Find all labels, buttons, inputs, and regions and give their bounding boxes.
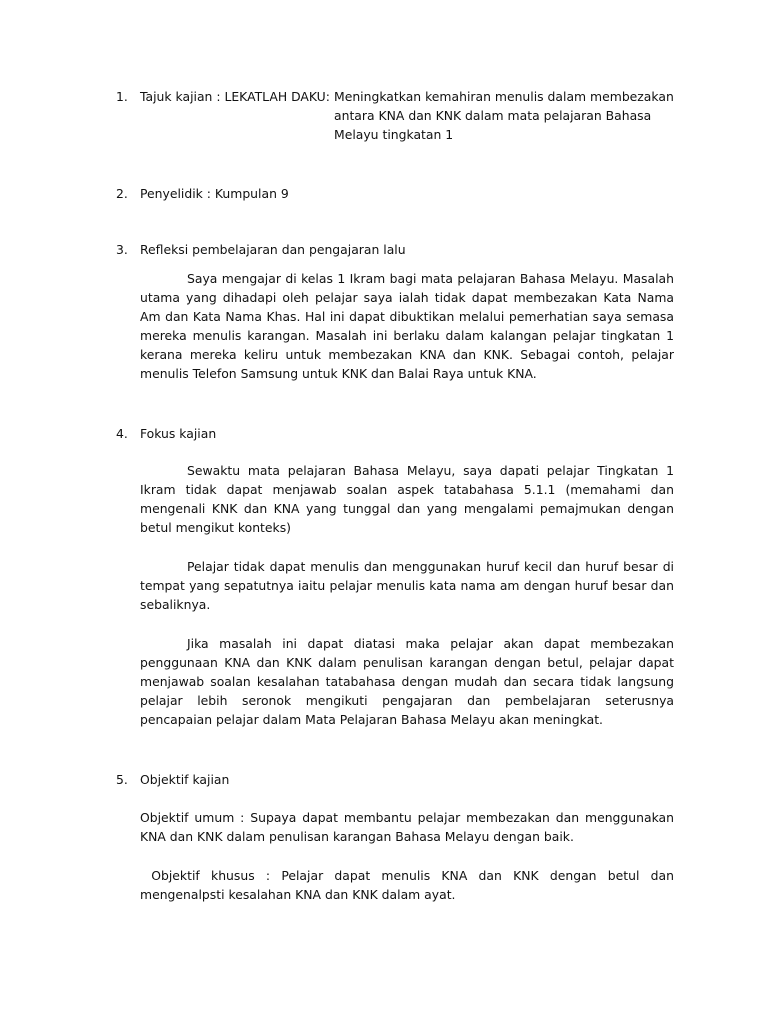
title-block [140,87,680,144]
section-number: 2. [116,186,128,201]
title-line: Meningkatkan kemahiran menulis dalam membezakan [334,89,674,104]
title-label: Tajuk kajian : LEKATLAH DAKU: [140,89,330,104]
section-heading: Objektif kajian [140,772,230,787]
paragraph-objektif-umum: Objektif umum : Supaya dapat membantu pelajar membezakan dan menggunakan KNA dan KNK dalam penulisan karangan Bahasa Melayu dengan baik. [140,810,674,844]
paragraph: Sewaktu mata pelajaran Bahasa Melayu, saya dapati pelajar Tingkatan 1 Ikram tidak dapat menjawab soalan aspek tatabahasa 5.1.1 (memahami dan mengenali KNK dan KNA yang tunggal dan yang mengalami pemajmukan dengan betul mengikut konteks) [140,463,674,535]
title-line: Melayu tingkatan 1 [334,127,454,142]
section-number: 4. [116,426,128,441]
section-number: 3. [116,242,128,257]
paragraph: Saya mengajar di kelas 1 Ikram bagi mata pelajaran Bahasa Melayu. Masalah utama yang dihadapi oleh pelajar saya ialah tidak dapat membezakan Kata Nama Am dan Kata Nama Khas. Hal ini dapat dibuktikan melalui pemerhatian saya semasa mereka menulis karangan. Masalah ini berlaku dalam kalangan pelajar tingkatan 1 kerana mereka keliru untuk membezakan KNA dan KNK. Sebagai contoh, pelajar menulis Telefon Samsung untuk KNK dan Balai Raya untuk KNA. [140,271,674,381]
paragraph: Jika masalah ini dapat diatasi maka pelajar akan dapat membezakan penggunaan KNA dan KNK dalam penulisan karangan dengan betul, pelajar dapat menjawab soalan kesalahan tatabahasa dengan mudah dan secara tidak langsung pelajar lebih seronok mengikuti pengajaran dan pembelajaran seterusnya pencapaian pelajar dalam Mata Pelajaran Bahasa Melayu akan meningkat. [140,636,674,727]
section-heading: Refleksi pembelajaran dan pengajaran lalu [140,242,406,257]
title-text [334,87,674,144]
section-number: 5. [116,772,128,787]
section-heading: Fokus kajian [140,426,217,441]
section-heading: Penyelidik : Kumpulan 9 [140,186,289,201]
section-number: 1. [116,89,128,104]
title-line: antara KNA dan KNK dalam mata pelajaran Bahasa [334,108,652,123]
paragraph-objektif-khusus: Objektif khusus : Pelajar dapat menulis KNA dan KNK dengan betul dan mengenalpsti kesalahan KNA dan KNK dalam ayat. [140,868,678,902]
paragraph: Pelajar tidak dapat menulis dan menggunakan huruf kecil dan huruf besar di tempat yang sepatutnya iaitu pelajar menulis kata nama am dengan huruf besar dan sebaliknya. [140,559,674,612]
